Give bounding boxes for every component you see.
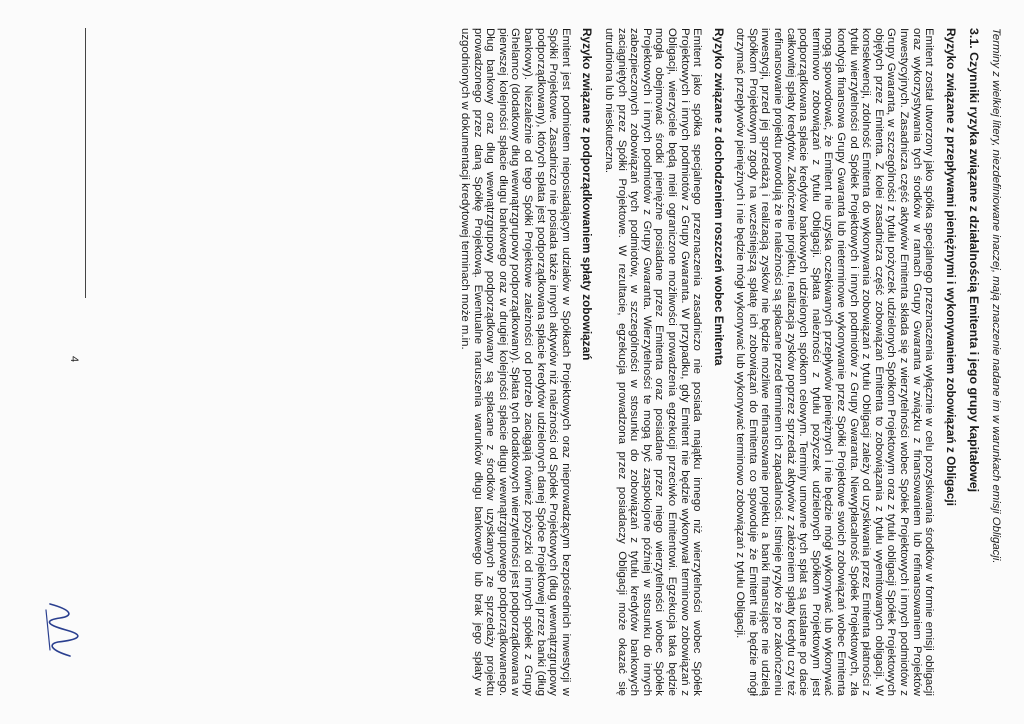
- document-body: [453, 28, 1002, 696]
- section-title: 3.1. Czynniki ryzyka związane z działalnością Emitenta i jego grupy kapitałowej: [967, 28, 982, 493]
- risk-paragraph-claims: Emitent jako spółka specjalnego przeznaczenia zasadniczo nie posiada majątku innego niż wierzytelności wobec Spółek Projektowych i innych podmiotów z Grupy Gwaranta. W przypadku, gdy Emitent nie będzie wykonywał terminowo zobowiązań z Obligacji, wierzyciele będą mieli ograniczone możliwości prowadzenia egzekucji przeciwko Emitentowi. Egzekucja taka będzie mogła obejmować środki pieniężne posiadane przez Emitenta oraz posiadane przez niego wierzytelności wobec Spółek Projektowych i innych podmiotów z Grupy Gwaranta. Wierzytelności te mogą być zaspokojone później w stosunku do innych zabezpieczonych zobowiązań tych podmiotów, w szczególności w stosunku do zobowiązań z tytułu kredytów bankowych zaciągniętych przez Spółki Projektowe. W rezultacie, egzekucja prowadzona przez posiadaczy Obligacji może okazać się utrudniona lub nieskuteczna.: [602, 28, 704, 696]
- risk-paragraph-subordination: Emitent jest podmiotem nieposiadającym udziałów w Spółkach Projektowych oraz nieprowadzącym bezpośrednich inwestycji w Spółki Projektowe. Zasadniczo nie posiada także innych aktywów niż należności od Spółek Projektowych (dług wewnątrzgrupowy podporządkowany), których spłata jest podporządkowana spłacie kredytów udzielonych danej Spółce Projektowej przez banki (dług bankowy). Niezależnie od tego Spółki Projektowe zależności od potrzeb zaciągają również pożyczki od innych spółek z Grupy Ghelamco (dodatkowy dług wewnątrzgrupowy podporządkowany). Spłata tych dodatkowych wierzytelności jest podporządkowana w pierwszej kolejności spłacie długu bankowego oraz w drugiej kolejności spłacie długu wewnątrzgrupowego podporządkowanego. Dług bankowy oraz dług wewnątrzgrupowy podporządkowany są spłacane z środków uzyskanych ze sprzedaży projektu prowadzonego przez daną Spółkę Projektową. Ewentualne naruszenia warunków długu bankowego lub brak jego spłaty w uzgodnionych w dokumentacji kredytowej terminach może m.in.: [459, 28, 572, 696]
- risk-heading-cash-flows: Ryzyko związane z przepływami pieniężnymi i wykonywaniem zobowiązań z Obligacji: [943, 28, 958, 506]
- risk-heading-claims: Ryzyko związane z dochodzeniem roszczeń wobec Emitenta: [711, 28, 726, 366]
- intro-note: Terminy z wielkiej litery, niezdefiniowane inaczej, mają znaczenie nadane im w warunkach emisji Obligacji.: [990, 28, 1002, 564]
- handwritten-signature-icon: [40, 600, 80, 660]
- footnote-divider: [85, 28, 86, 298]
- page-number: 4: [68, 356, 80, 363]
- risk-heading-subordination: Ryzyko związane z podporządkowaniem spłaty zobowiązań: [580, 28, 595, 361]
- risk-paragraph-cash-flows: Emitent został utworzony jako spółka specjalnego przeznaczenia wyłącznie w celu pozyskiwania środków w formie emisji obligacji oraz wykorzystywania tych środków w ramach Grupy Gwaranta w związku z finansowaniem lub refinansowaniem Projektów Inwestycyjnych. Zasadnicza część aktywów Emitenta składa się z wierzytelności wobec Spółek Projektowych i innych podmiotów z Grupy Gwaranta, w szczególności z tytułu pożyczek udzielonych Spółkom Projektowym oraz z tytułu obligacji Spółek Projektowych objętych przez Emitenta. Z kolei zasadnicza część zobowiązań Emitenta to zobowiązania z tytułu wyemitowanych obligacji. W konsekwencji, zdolność Emitenta do wykonywania zobowiązań z tytułu Obligacji zależy od uzyskiwania przez Emitenta płatności z tytułu wierzytelności od Spółek Projektowych i innych podmiotów z Grupy Gwaranta. Niewypłacalność Spółek Projektowych, zła kondycja finansowa Grupy Gwaranta lub nieterminowe wykonywanie przez Spółki Projektowe swoich zobowiązań wobec Emitenta mogą spowodować, że Emitent nie uzyska oczekiwanych przepływów pieniężnych i nie będzie mógł wykonywać lub wykonywać terminowo zobowiązań z tytułu Obligacji. Spłata należności z tytułu pożyczek udzielonych Spółkom Projektowym jest podporządkowana spłacie kredytów bankowych udzielonych spółkom celowym. Terminy umowne tych spłat są ustalane po dacie całkowitej spłaty kredytów. Zakończenie projektu, realizacja zysków poprzez sprzedaż aktywów z założeniem spłaty kredytu czy też refinansowanie projektu powodują że te należności są spłacane przed terminem ich zapadalności. Istnieje ryzyko że po zakończeniu inwestycji, przed jej sprzedażą i realizacją zysków nie będzie możliwe refinansowanie projektu a banki finansujące nie udzielą Spółkom Projektowym zgody na wcześniejszą spłatę ich zobowiązań do Emitenta co spowoduje że Emitent nie będzie mógł otrzymać przepływów pieniężnych i nie będzie mógł wykonywać lub wykonywać terminowo zobowiązań z tytułu Obligacji.: [734, 28, 936, 696]
